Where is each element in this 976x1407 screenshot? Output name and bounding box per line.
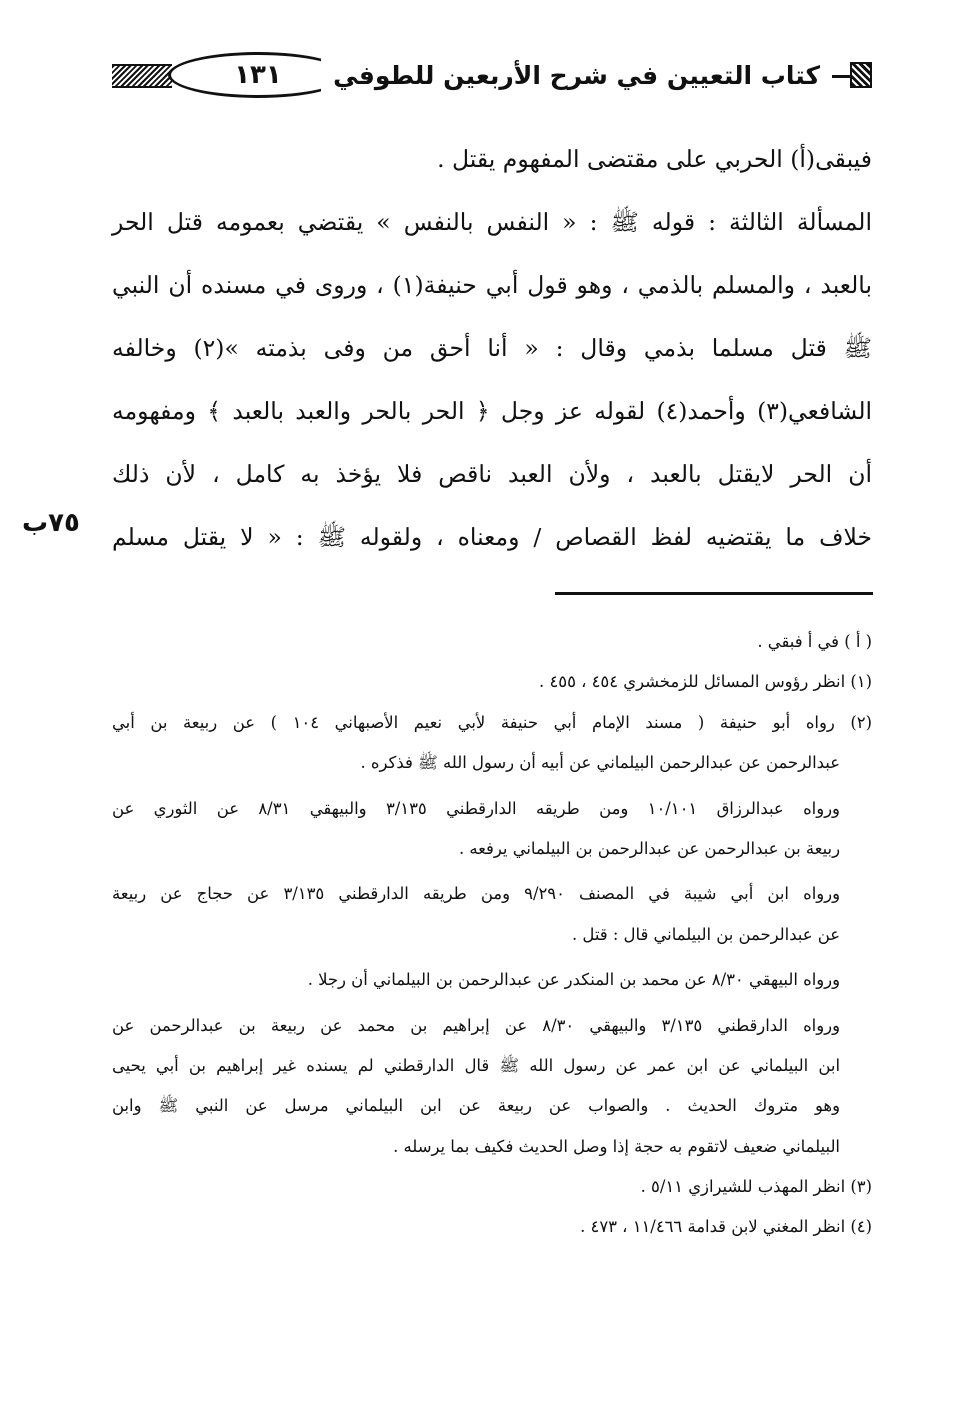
- header-ornament-left: [112, 64, 172, 88]
- footnote-line: (١) انظر رؤوس المسائل للزمخشري ٤٥٤ ، ٤٥٥ .: [539, 672, 872, 692]
- footnote-line: ابن البيلماني عن ابن عمر عن رسول الله ﷺ قال الدارقطني لم يسنده غير إبراهيم بن أبي يحيى: [112, 1055, 840, 1075]
- footnote-line: (٣) انظر المهذب للشيرازي ٥/١١ .: [640, 1177, 872, 1197]
- footnote-line: ورواه البيهقي ٨/٣٠ عن محمد بن المنكدر عن عبدالرحمن بن البيلماني أن رجلا .: [307, 970, 840, 990]
- page-number: ١٣١: [168, 52, 348, 98]
- main-text-line: الشافعي(٣) وأحمد(٤) لقوله عز وجل ﴿ الحر بالحر والعبد بالعبد ﴾ ومفهومه: [112, 397, 873, 425]
- running-header: [112, 52, 872, 100]
- header-ornament-right: [850, 62, 872, 88]
- footnote-line: ورواه الدارقطني ٣/١٣٥ والبيهقي ٨/٣٠ عن إبراهيم بن محمد عن ربيعة بن عبدالرحمن عن: [112, 1015, 840, 1035]
- footnote-line: (٢) رواه أبو حنيفة ( مسند الإمام أبي حنيفة لأبي نعيم الأصبهاني ١٠٤ ) عن ربيعة بن أبي: [112, 712, 873, 732]
- main-text: [112, 128, 872, 569]
- footnote-line: ( أ ) في أ فبقي .: [757, 632, 872, 651]
- footnote-line: (٤) انظر المغني لابن قدامة ١١/٤٦٦ ، ٤٧٣ .: [580, 1217, 872, 1237]
- footnote-line: البيلماني ضعيف لاتقوم به حجة إذا وصل الحديث فكيف بما يرسله .: [393, 1136, 840, 1156]
- main-text-line: فيبقى(أ) الحربي على مقتضى المفهوم يقتل .: [437, 145, 872, 173]
- main-text-line: المسألة الثالثة : قوله ﷺ : « النفس بالنفس » يقتضي بعمومه قتل الحر: [112, 208, 872, 236]
- footnote-line: عبدالرحمن عن عبدالرحمن البيلماني عن أبيه أن رسول الله ﷺ فذكره .: [360, 753, 840, 773]
- footnote-line: ورواه عبدالرزاق ١٠/١٠١ ومن طريقه الدارقطني ٣/١٣٥ والبيهقي ٨/٣١ عن الثوري عن: [112, 798, 840, 818]
- main-text-line: خلاف ما يقتضيه لفظ القصاص / ومعناه ، ولقوله ﷺ : « لا يقتل مسلم: [112, 523, 872, 551]
- footnote-line: عن عبدالرحمن بن البيلماني قال : قتل .: [572, 924, 840, 944]
- footnote-separator: [555, 592, 873, 595]
- main-text-line: بالعبد ، والمسلم بالذمي ، وهو قول أبي حنيفة(١) ، وروى في مسنده أن النبي: [112, 271, 872, 299]
- main-text-line: ﷺ قتل مسلما بذمي وقال : « أنا أحق من وفى بذمته »(٢) وخالفه: [112, 334, 872, 362]
- footnotes: [112, 622, 872, 1248]
- footnote-line: وهو متروك الحديث . والصواب عن ربيعة عن ابن البيلماني مرسل عن النبي ﷺ وابن: [112, 1096, 840, 1116]
- footnote-line: ربيعة بن عبدالرحمن عن عبدالرحمن بن البيلماني يرفعه .: [458, 838, 840, 858]
- main-text-line: أن الحر لايقتل بالعبد ، ولأن العبد ناقص فلا يؤخذ به كامل ، لأن ذلك: [112, 460, 872, 488]
- manuscript-folio-marker: ٧٥ب: [22, 508, 80, 538]
- book-title: كتاب التعيين في شرح الأربعين للطوفي: [321, 56, 832, 96]
- footnote-line: ورواه ابن أبي شيبة في المصنف ٩/٢٩٠ ومن طريقه الدارقطني ٣/١٣٥ عن حجاج عن ربيعة: [112, 884, 840, 904]
